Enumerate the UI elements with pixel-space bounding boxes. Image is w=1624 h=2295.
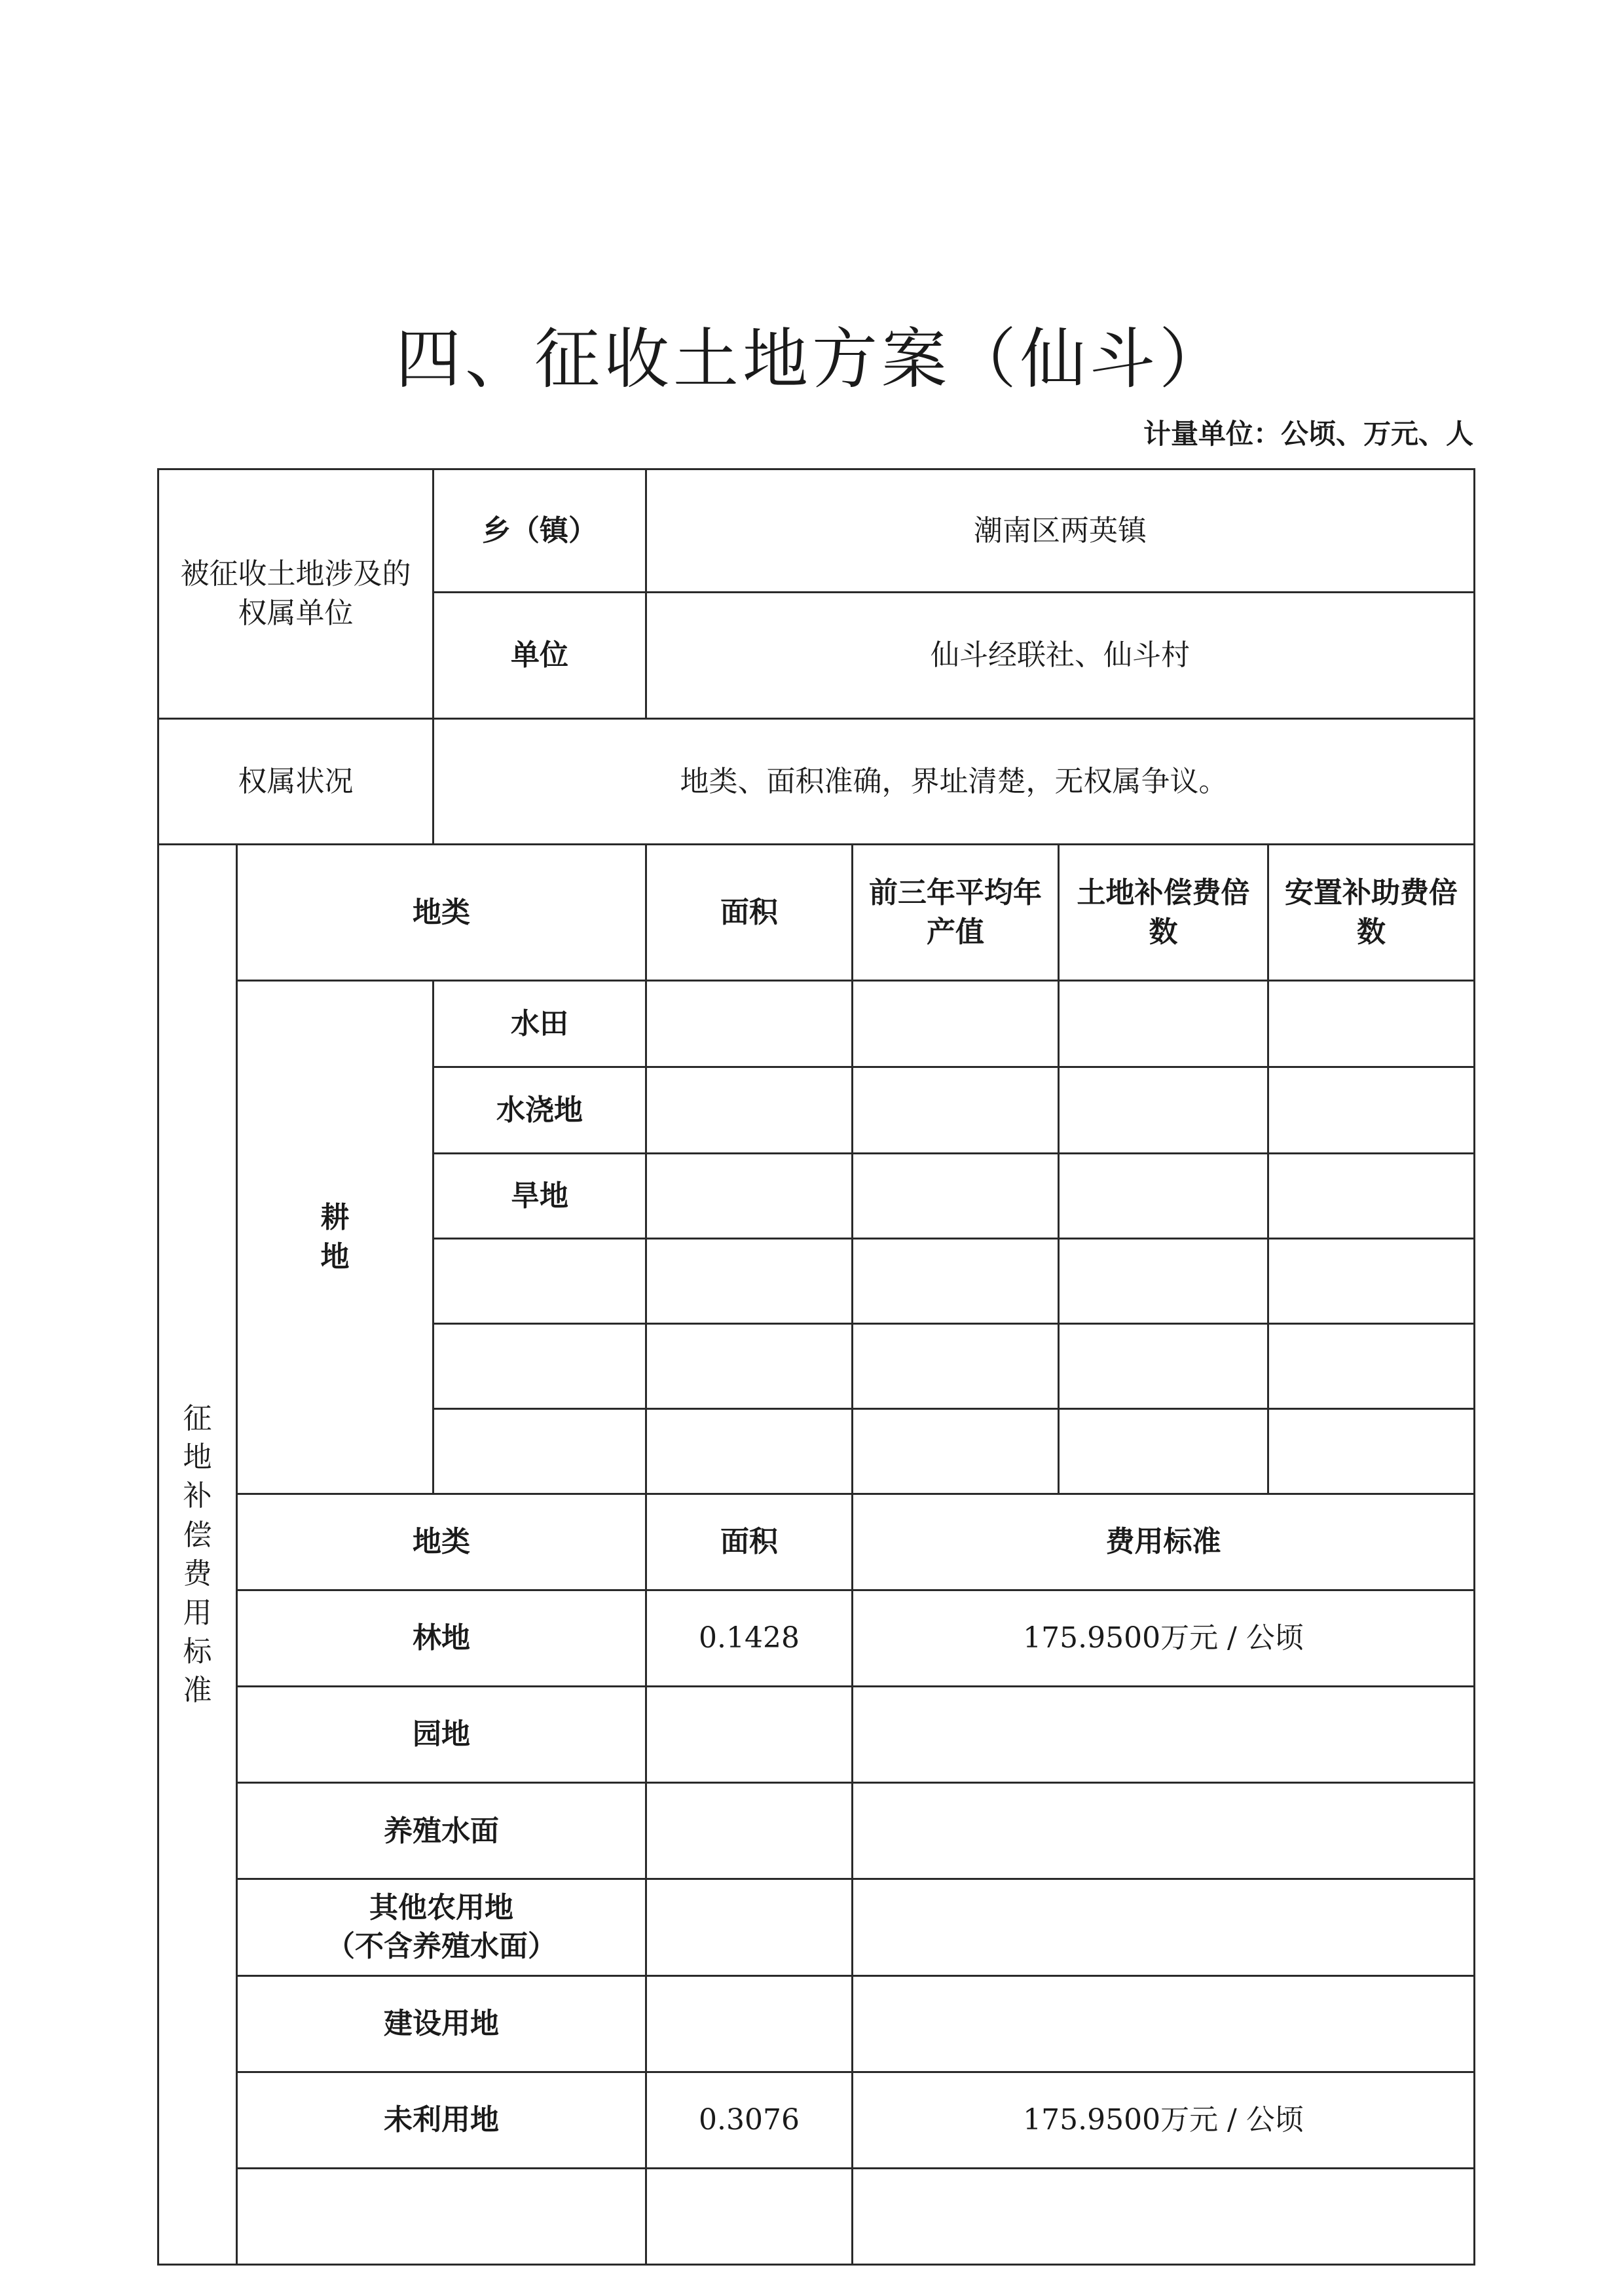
measurement-unit-note: 计量单位：公顷、万元、人 — [1143, 418, 1473, 450]
cultivated-name: 水田 — [434, 981, 646, 1067]
cultivated-avg — [853, 1154, 1059, 1239]
cultivated-avg — [853, 1324, 1059, 1409]
other-land-name — [237, 1975, 646, 2072]
cultivated-avg — [853, 1239, 1059, 1324]
other-land-name — [237, 2072, 646, 2168]
cultivated-header-area: 面积 — [646, 845, 853, 981]
other-land-header-row — [158, 1494, 1475, 1590]
other-land-name-line: 园地 — [413, 1717, 470, 1752]
other-land-area — [646, 1783, 853, 1879]
other-land-standard — [853, 2168, 1475, 2264]
other-land-row — [158, 1879, 1475, 1975]
other-land-row — [158, 1783, 1475, 1879]
side-char: 征 — [183, 1401, 212, 1435]
header-line: 土地补偿费倍 — [1077, 876, 1250, 910]
ownership-status-row — [158, 718, 1475, 845]
cultivated-resettle-multiple — [1268, 1239, 1475, 1324]
ownership-status-value: 地类、面积准确，界址清楚，无权属争议。 — [434, 718, 1475, 845]
side-char: 费 — [183, 1557, 212, 1591]
cultivated-resettle-multiple — [1268, 1154, 1475, 1239]
compensation-standard-side-label — [158, 845, 237, 2265]
cultivated-header-land-type: 地类 — [237, 845, 646, 981]
header-line: 数 — [1149, 915, 1178, 949]
header-line: 安置补助费倍 — [1285, 876, 1458, 910]
other-header-area: 面积 — [646, 1494, 853, 1590]
other-land-row — [158, 1975, 1475, 2072]
cultivated-name — [434, 1239, 646, 1324]
cultivated-land-multiple — [1059, 1154, 1268, 1239]
town-value: 潮南区两英镇 — [646, 469, 1475, 593]
cultivated-header-avg-output — [853, 845, 1059, 981]
cultivated-land-multiple — [1059, 1324, 1268, 1409]
other-land-name — [237, 2168, 646, 2264]
cultivated-char: 耕 — [320, 1201, 350, 1235]
cultivated-name: 旱地 — [434, 1154, 646, 1239]
cultivated-name: 水浇地 — [434, 1067, 646, 1154]
cultivated-header-land-multiple — [1059, 845, 1268, 981]
side-char: 偿 — [183, 1518, 212, 1552]
side-char: 地 — [183, 1441, 212, 1474]
cultivated-resettle-multiple — [1268, 981, 1475, 1067]
cultivated-header-row — [158, 845, 1475, 981]
cultivated-land-multiple — [1059, 981, 1268, 1067]
other-land-name — [237, 1590, 646, 1686]
other-land-name-line: 未利用地 — [384, 2103, 499, 2137]
cultivated-name — [434, 1408, 646, 1494]
other-land-row — [158, 1687, 1475, 1783]
unit-value: 仙斗经联社、仙斗村 — [646, 592, 1475, 718]
side-char: 用 — [183, 1596, 212, 1630]
cultivated-name — [434, 1324, 646, 1409]
other-land-name-line: 其他农用地 — [369, 1891, 513, 1925]
cultivated-area — [646, 1408, 853, 1494]
cultivated-land-multiple — [1059, 1239, 1268, 1324]
other-land-name-line: 养殖水面 — [384, 1814, 499, 1848]
other-land-name — [237, 1783, 646, 1879]
ownership-town-row — [158, 469, 1475, 593]
other-land-name — [237, 1687, 646, 1783]
cultivated-avg — [853, 1067, 1059, 1154]
ownership-unit-label-cell — [158, 469, 434, 719]
land-expropriation-table — [157, 468, 1475, 2266]
cultivated-header-resettle-multiple — [1268, 845, 1475, 981]
cultivated-resettle-multiple — [1268, 1067, 1475, 1154]
other-land-standard: 175.9500万元 / 公顷 — [853, 2072, 1475, 2168]
ownership-label-line1: 被征收土地涉及的 — [180, 557, 411, 591]
side-char: 准 — [183, 1674, 212, 1708]
side-char: 补 — [183, 1479, 212, 1513]
other-header-land-type: 地类 — [237, 1494, 646, 1590]
header-line: 数 — [1357, 915, 1386, 949]
page-title: 四、征收土地方案（仙斗） — [396, 321, 1228, 397]
other-land-area — [646, 2168, 853, 2264]
other-land-standard — [853, 1783, 1475, 1879]
header-line: 前三年平均年 — [869, 876, 1042, 910]
cultivated-area — [646, 1154, 853, 1239]
cultivated-area — [646, 1239, 853, 1324]
other-land-area — [646, 1879, 853, 1975]
other-land-area — [646, 1975, 853, 2072]
other-land-area — [646, 1687, 853, 1783]
cultivated-land-multiple — [1059, 1408, 1268, 1494]
other-header-standard: 费用标准 — [853, 1494, 1475, 1590]
side-char: 标 — [183, 1634, 212, 1668]
cultivated-resettle-multiple — [1268, 1408, 1475, 1494]
other-land-name-line: （不含养殖水面） — [326, 1930, 557, 1964]
ownership-status-label: 权属状况 — [158, 718, 434, 845]
other-land-row — [158, 2072, 1475, 2168]
unit-label: 单位 — [434, 592, 646, 718]
cultivated-char: 地 — [320, 1239, 350, 1274]
other-land-row — [158, 1590, 1475, 1686]
other-land-name-line: 林地 — [413, 1621, 470, 1655]
header-line: 产值 — [927, 915, 984, 949]
ownership-label-line2: 权属单位 — [238, 596, 354, 630]
cultivated-row — [158, 981, 1475, 1067]
other-land-area: 0.1428 — [646, 1590, 853, 1686]
cultivated-land-label — [237, 981, 434, 1494]
other-land-area: 0.3076 — [646, 2072, 853, 2168]
cultivated-area — [646, 1067, 853, 1154]
cultivated-avg — [853, 1408, 1059, 1494]
other-land-name — [237, 1879, 646, 1975]
other-land-standard: 175.9500万元 / 公顷 — [853, 1590, 1475, 1686]
cultivated-resettle-multiple — [1268, 1324, 1475, 1409]
other-land-name-line: 建设用地 — [384, 2006, 499, 2040]
other-land-standard — [853, 1975, 1475, 2072]
cultivated-avg — [853, 981, 1059, 1067]
cultivated-land-multiple — [1059, 1067, 1268, 1154]
cultivated-area — [646, 1324, 853, 1409]
town-label: 乡（镇） — [434, 469, 646, 593]
other-land-standard — [853, 1687, 1475, 1783]
other-land-standard — [853, 1879, 1475, 1975]
other-land-row — [158, 2168, 1475, 2264]
cultivated-area — [646, 981, 853, 1067]
